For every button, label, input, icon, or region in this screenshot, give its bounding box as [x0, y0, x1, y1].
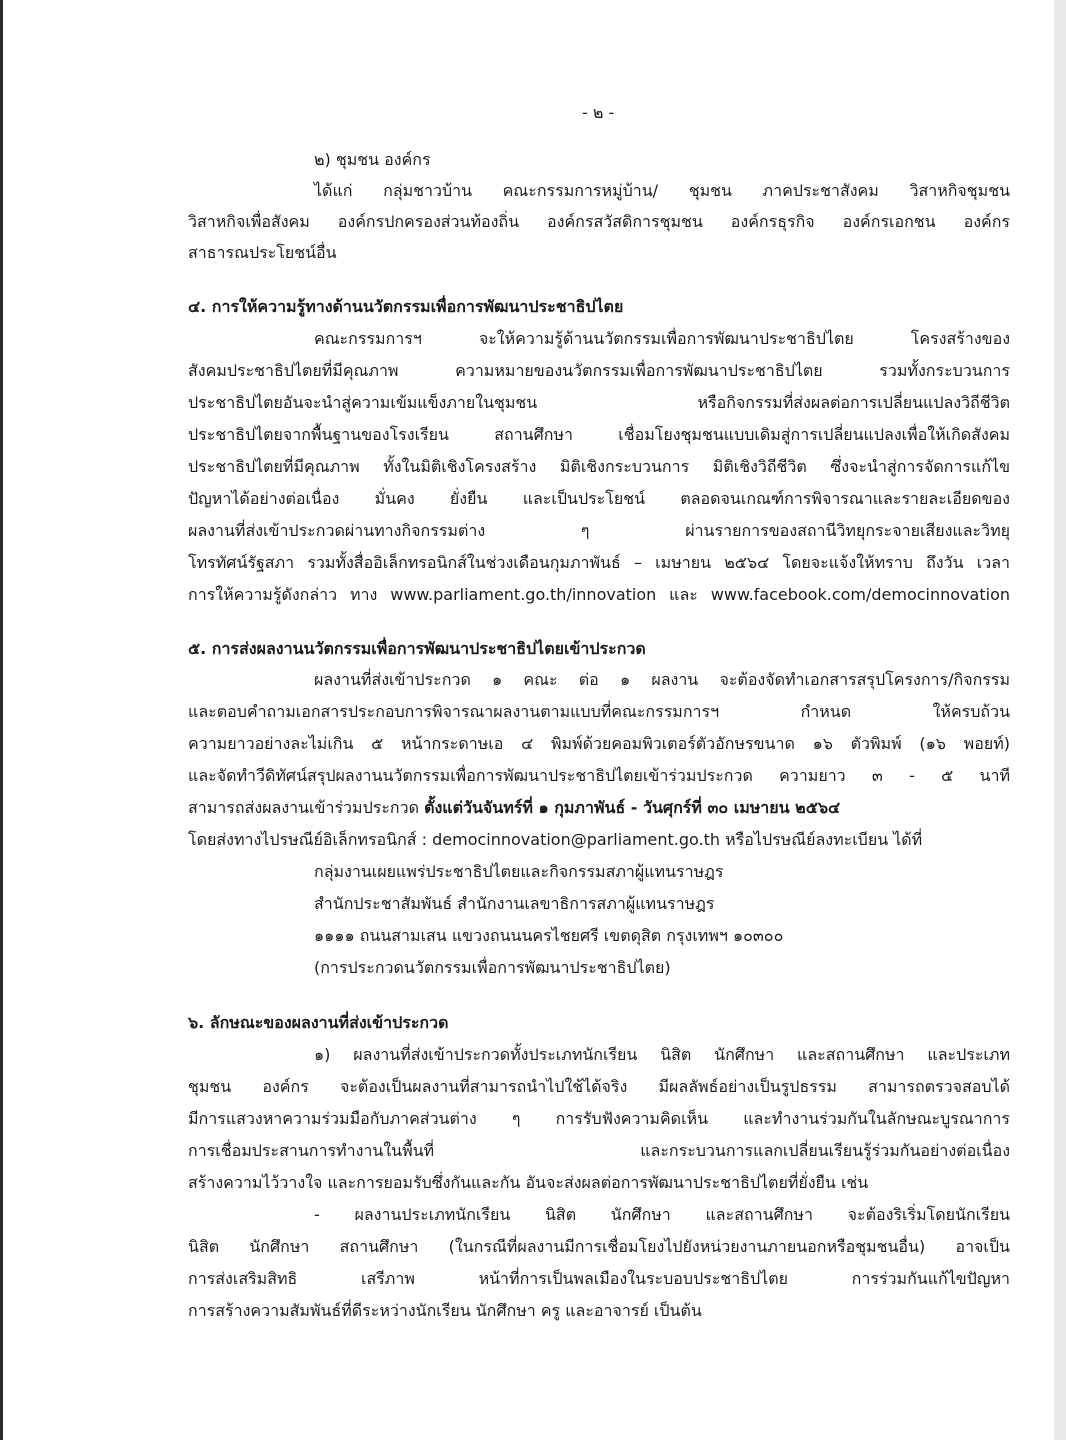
- section-4-line: ปัญหาได้อย่างต่อเนื่อง มั่นคง ยั่งยืน และเป็นประโยชน์ ตลอดจนเกณฑ์การพิจารณาและรายละเอียดของ: [188, 489, 1010, 508]
- section-5-email-line: โดยส่งทางไปรษณีย์อิเล็กทรอนิกส์ : democinnovation@parliament.go.th หรือไปรษณีย์ลงทะเบียน ได้ที่: [188, 830, 923, 849]
- section-6-line: การเชื่อมประสานการทำงานในพื้นที่ และกระบวนการแลกเปลี่ยนเรียนรู้ร่วมกันอย่างต่อเนื่อง: [188, 1141, 1010, 1160]
- section-4-heading: ๔. การให้ความรู้ทางด้านนวัตกรรมเพื่อการพัฒนาประชาธิปไตย: [188, 297, 624, 316]
- address-line: กลุ่มงานเผยแพร่ประชาธิปไตยและกิจกรรมสภาผู้แทนราษฎร: [314, 862, 724, 881]
- section-6-heading: ๖. ลักษณะของผลงานที่ส่งเข้าประกวด: [188, 1013, 449, 1032]
- section-4-line: ประชาธิปไตยจากพื้นฐานของโรงเรียน สถานศึกษา เชื่อมโยงชุมชนแบบเดิมสู่การเปลี่ยนแปลงเพื่อให้เกิดสังคม: [188, 425, 1010, 444]
- section-4-line: โทรทัศน์รัฐสภา รวมทั้งสื่ออิเล็กทรอนิกส์ในช่วงเดือนกุมภาพันธ์ – เมษายน ๒๕๖๔ โดยจะแจ้งให้ทราบ ถึงวัน เวลา: [188, 553, 1010, 572]
- page-number: - ๒ -: [582, 103, 615, 122]
- section-6-line: การส่งเสริมสิทธิ เสรีภาพ หน้าที่การเป็นพลเมืองในระบอบประชาธิปไตย การร่วมกันแก้ไขปัญหา: [188, 1269, 1010, 1288]
- section-4-line: สังคมประชาธิปไตยที่มีคุณภาพ ความหมายของนวัตกรรมเพื่อการพัฒนาประชาธิปไตย รวมทั้งกระบวนการ: [188, 361, 1010, 380]
- section-6-line: - ผลงานประเภทนักเรียน นิสิต นักศึกษา และสถานศึกษา จะต้องริเริ่มโดยนักเรียน: [314, 1205, 1010, 1224]
- section-4-line: ประชาธิปไตยที่มีคุณภาพ ทั้งในมิติเชิงโครงสร้าง มิติเชิงกระบวนการ มิติเชิงวิถีชีวิต ซึ่งจะนำสู่การจัดการแก้ไข: [188, 457, 1010, 476]
- section-6-line: มีการแสวงหาความร่วมมือกับภาคส่วนต่าง ๆ การรับฟังความคิดเห็น และทำงานร่วมกันในลักษณะบูรณาการ: [188, 1109, 1010, 1128]
- section-5-line: และตอบคำถามเอกสารประกอบการพิจารณาผลงานตามแบบที่คณะกรรมการฯ กำหนด ให้ครบถ้วน: [188, 702, 1010, 721]
- section-5-line: และจัดทำวีดิทัศน์สรุปผลงานนวัตกรรมเพื่อการพัฒนาประชาธิปไตยเข้าร่วมประกวด ความยาว ๓ - ๕ นาที: [188, 766, 1010, 785]
- section-4-line: การให้ความรู้ดังกล่าว ทาง www.parliament.go.th/innovation และ www.facebook.com/democinnovation: [188, 585, 1010, 604]
- scan-right-edge: [1054, 0, 1066, 1440]
- section-2-line: สาธารณประโยชน์อื่น: [188, 243, 337, 262]
- section-4-line: ผลงานที่ส่งเข้าประกวดผ่านทางกิจกรรมต่าง ๆ ผ่านรายการของสถานีวิทยุกระจายเสียงและวิทยุ: [188, 521, 1010, 540]
- section-6-line: สร้างความไว้วางใจ และการยอมรับซึ่งกันและกัน อันจะส่งผลต่อการพัฒนาประชาธิปไตยที่ยั่งยืน เช่น: [188, 1173, 869, 1192]
- address-line: ๑๑๑๑ ถนนสามเสน แขวงถนนนครไชยศรี เขตดุสิต กรุงเทพฯ ๑๐๓๐๐: [314, 926, 784, 945]
- section-5-line: ผลงานที่ส่งเข้าประกวด ๑ คณะ ต่อ ๑ ผลงาน จะต้องจัดทำเอกสารสรุปโครงการ/กิจกรรม: [314, 670, 1010, 689]
- section-6-line: ชุมชน องค์กร จะต้องเป็นผลงานที่สามารถนำไปใช้ได้จริง มีผลลัพธ์อย่างเป็นรูปธรรม สามารถตรวจสอบได้: [188, 1077, 1010, 1096]
- section-2-line: วิสาหกิจเพื่อสังคม องค์กรปกครองส่วนท้องถิ่น องค์กรสวัสดิการชุมชน องค์กรธุรกิจ องค์กรเอกชน องค์กร: [188, 212, 1010, 231]
- section-4-line: คณะกรรมการฯ จะให้ความรู้ด้านนวัตกรรมเพื่อการพัฒนาประชาธิปไตย โครงสร้างของ: [314, 329, 1010, 348]
- section-6-line: ๑) ผลงานที่ส่งเข้าประกวดทั้งประเภทนักเรียน นิสิต นักศึกษา และสถานศึกษา และประเภท: [314, 1045, 1010, 1064]
- deadline-prefix: สามารถส่งผลงานเข้าร่วมประกวด: [188, 798, 425, 817]
- deadline-dates: ตั้งแต่วันจันทร์ที่ ๑ กุมภาพันธ์ - วันศุกร์ที่ ๓๐ เมษายน ๒๕๖๔: [424, 798, 841, 817]
- section-2-heading: ๒) ชุมชน องค์กร: [314, 150, 431, 169]
- section-5-heading: ๕. การส่งผลงานนวัตกรรมเพื่อการพัฒนาประชาธิปไตยเข้าประกวด: [188, 639, 646, 658]
- address-line: (การประกวดนวัตกรรมเพื่อการพัฒนาประชาธิปไตย): [314, 958, 671, 977]
- section-5-line: ความยาวอย่างละไม่เกิน ๕ หน้ากระดาษเอ ๔ พิมพ์ด้วยคอมพิวเตอร์ตัวอักษรขนาด ๑๖ ตัวพิมพ์ (๑๖ พอยท์): [188, 734, 1010, 753]
- address-line: สำนักประชาสัมพันธ์ สำนักงานเลขาธิการสภาผู้แทนราษฎร: [314, 894, 715, 913]
- section-6-line: นิสิต นักศึกษา สถานศึกษา (ในกรณีที่ผลงานมีการเชื่อมโยงไปยังหน่วยงานภายนอกหรือชุมชนอื่น) อาจเป็น: [188, 1237, 1010, 1256]
- section-6-line: การสร้างความสัมพันธ์ที่ดีระหว่างนักเรียน นักศึกษา ครู และอาจารย์ เป็นต้น: [188, 1301, 702, 1320]
- section-4-line: ประชาธิปไตยอันจะนำสู่ความเข้มแข็งภายในชุมชน หรือกิจกรรมที่ส่งผลต่อการเปลี่ยนแปลงวิถีชีวิต: [188, 393, 1010, 412]
- section-5-deadline-line: [188, 793, 840, 824]
- section-2-line: ได้แก่ กลุ่มชาวบ้าน คณะกรรมการหมู่บ้าน/ ชุมชน ภาคประชาสังคม วิสาหกิจชุมชน: [314, 181, 1010, 200]
